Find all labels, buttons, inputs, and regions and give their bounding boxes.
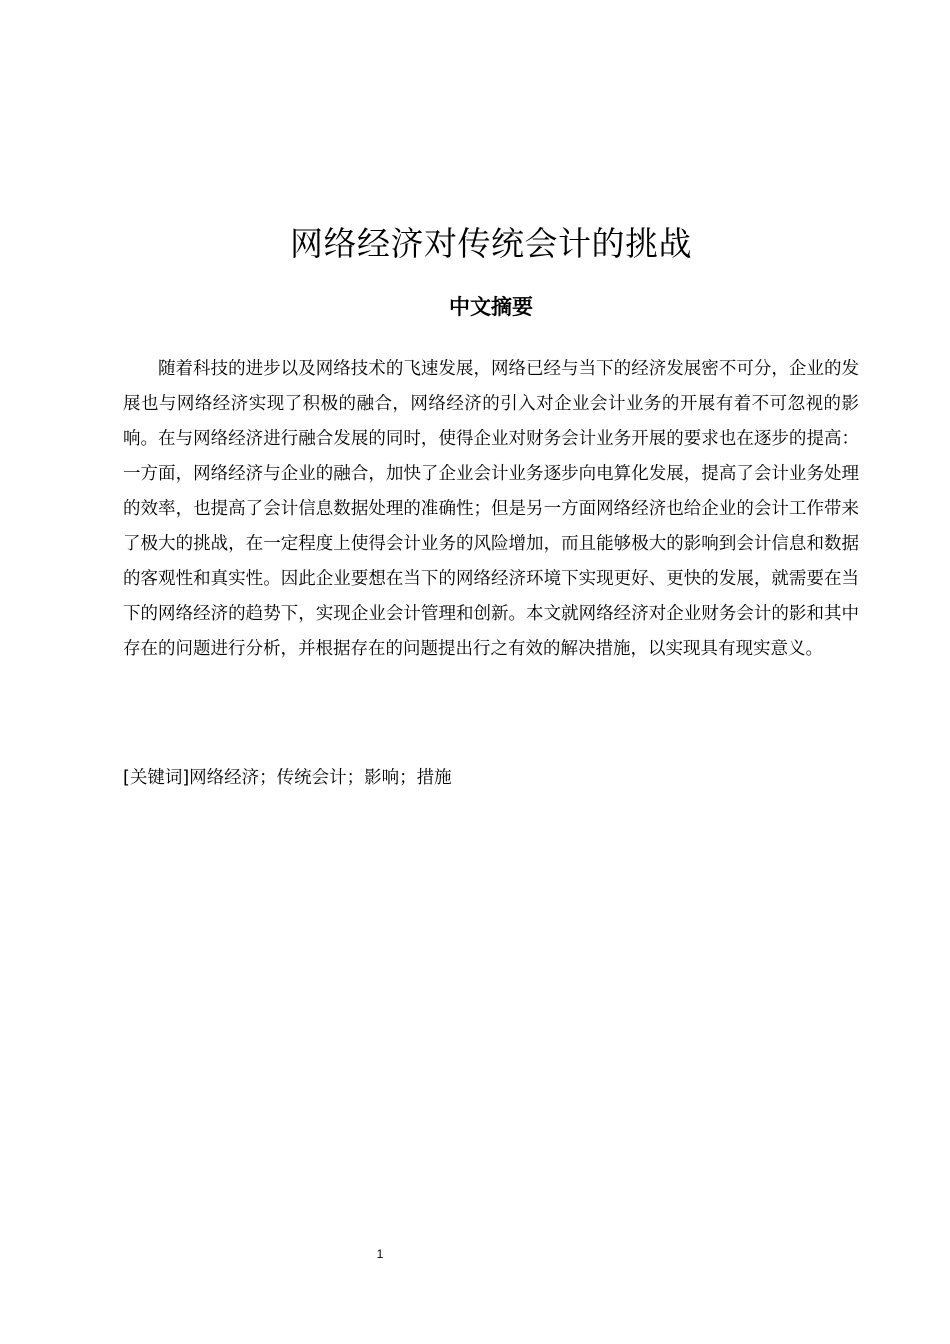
keywords-value: 网络经济；传统会计；影响；措施 xyxy=(189,768,452,788)
keywords-line xyxy=(123,760,859,796)
keywords-label: [关键词] xyxy=(123,768,190,788)
document-title: 网络经济对传统会计的挑战 xyxy=(290,224,692,263)
abstract-body: 随着科技的进步以及网络技术的飞速发展，网络已经与当下的经济发展密不可分，企业的发展也与网络经济实现了积极的融合，网络经济的引入对企业会计业务的开展有着不可忽视的影响。在与网络经济进行融合发展的同时，使得企业对财务会计业务开展的要求也在逐步的提高：一方面，网络经济与企业的融合，加快了企业会计业务逐步向电算化发展，提高了会计业务处理的效率，也提高了会计信息数据处理的准确性；但是另一方面网络经济也给企业的会计工作带来了极大的挑战，在一定程度上使得会计业务的风险增加，而且能够极大的影响到会计信息和数据的客观性和真实性。因此企业要想在当下的网络经济环境下实现更好、更快的发展，就需要在当下的网络经济的趋势下，实现企业会计管理和创新。本文就网络经济对企业财务会计的影和其中存在的问题进行分析，并根据存在的问题提出行之有效的解决措施，以实现具有现实意义。 xyxy=(123,359,859,659)
abstract-heading: 中文摘要 xyxy=(449,295,533,319)
page-number: 1 xyxy=(376,1247,384,1261)
